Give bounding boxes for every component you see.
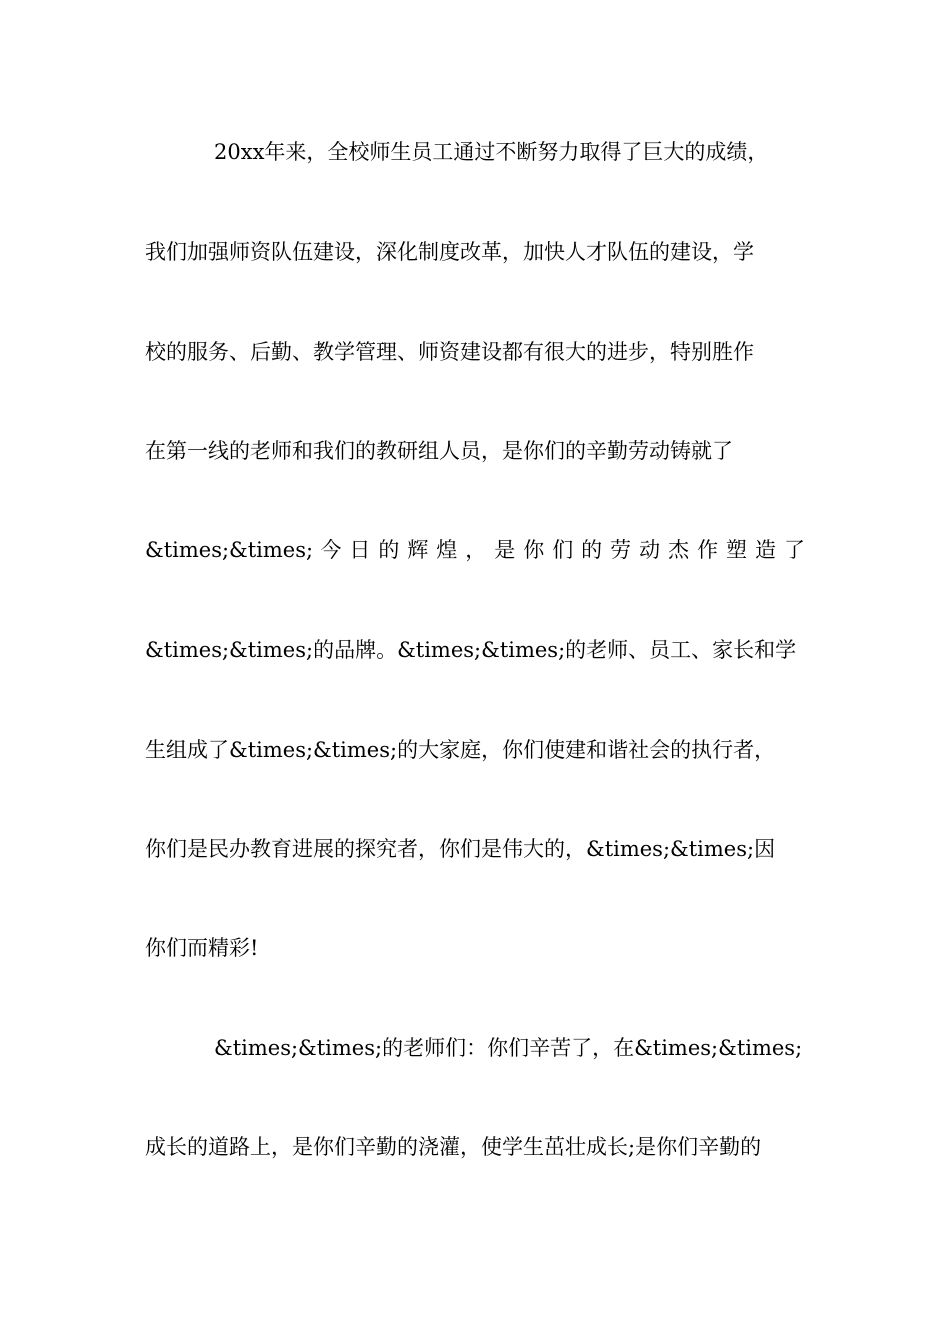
text-line: 我们加强师资队伍建设，深化制度改革，加快人才队伍的建设，学	[145, 240, 754, 264]
text-line: &times;&times;的品牌。&times;&times;的老师、员工、家长和学	[145, 638, 797, 662]
text-line: 生组成了&times;&times;的大家庭，你们使建和谐社会的执行者，	[145, 738, 776, 762]
text-line: 在第一线的老师和我们的教研组人员，是你们的辛勤劳动铸就了	[145, 439, 733, 463]
text-line: 20xx年来，全校师生员工通过不断努力取得了巨大的成绩，	[214, 140, 769, 164]
text-line: &times;&times;的老师们：你们辛苦了，在&times;&times;	[214, 1036, 803, 1060]
text-line: 成长的道路上，是你们辛勤的浇灌，使学生茁壮成长;是你们辛勤的	[145, 1135, 762, 1159]
text-line: 你们是民办教育进展的探究者，你们是伟大的，&times;&times;因	[145, 837, 776, 861]
text-line: 校的服务、后勤、教学管理、师资建设都有很大的进步，特别胜作	[145, 340, 754, 364]
text-line: 你们而精彩!	[145, 936, 259, 960]
text-line: &times;&times; 今 日 的 辉 煌 ， 是 你 们 的 劳 动 杰 作 塑 造 了	[145, 538, 805, 562]
